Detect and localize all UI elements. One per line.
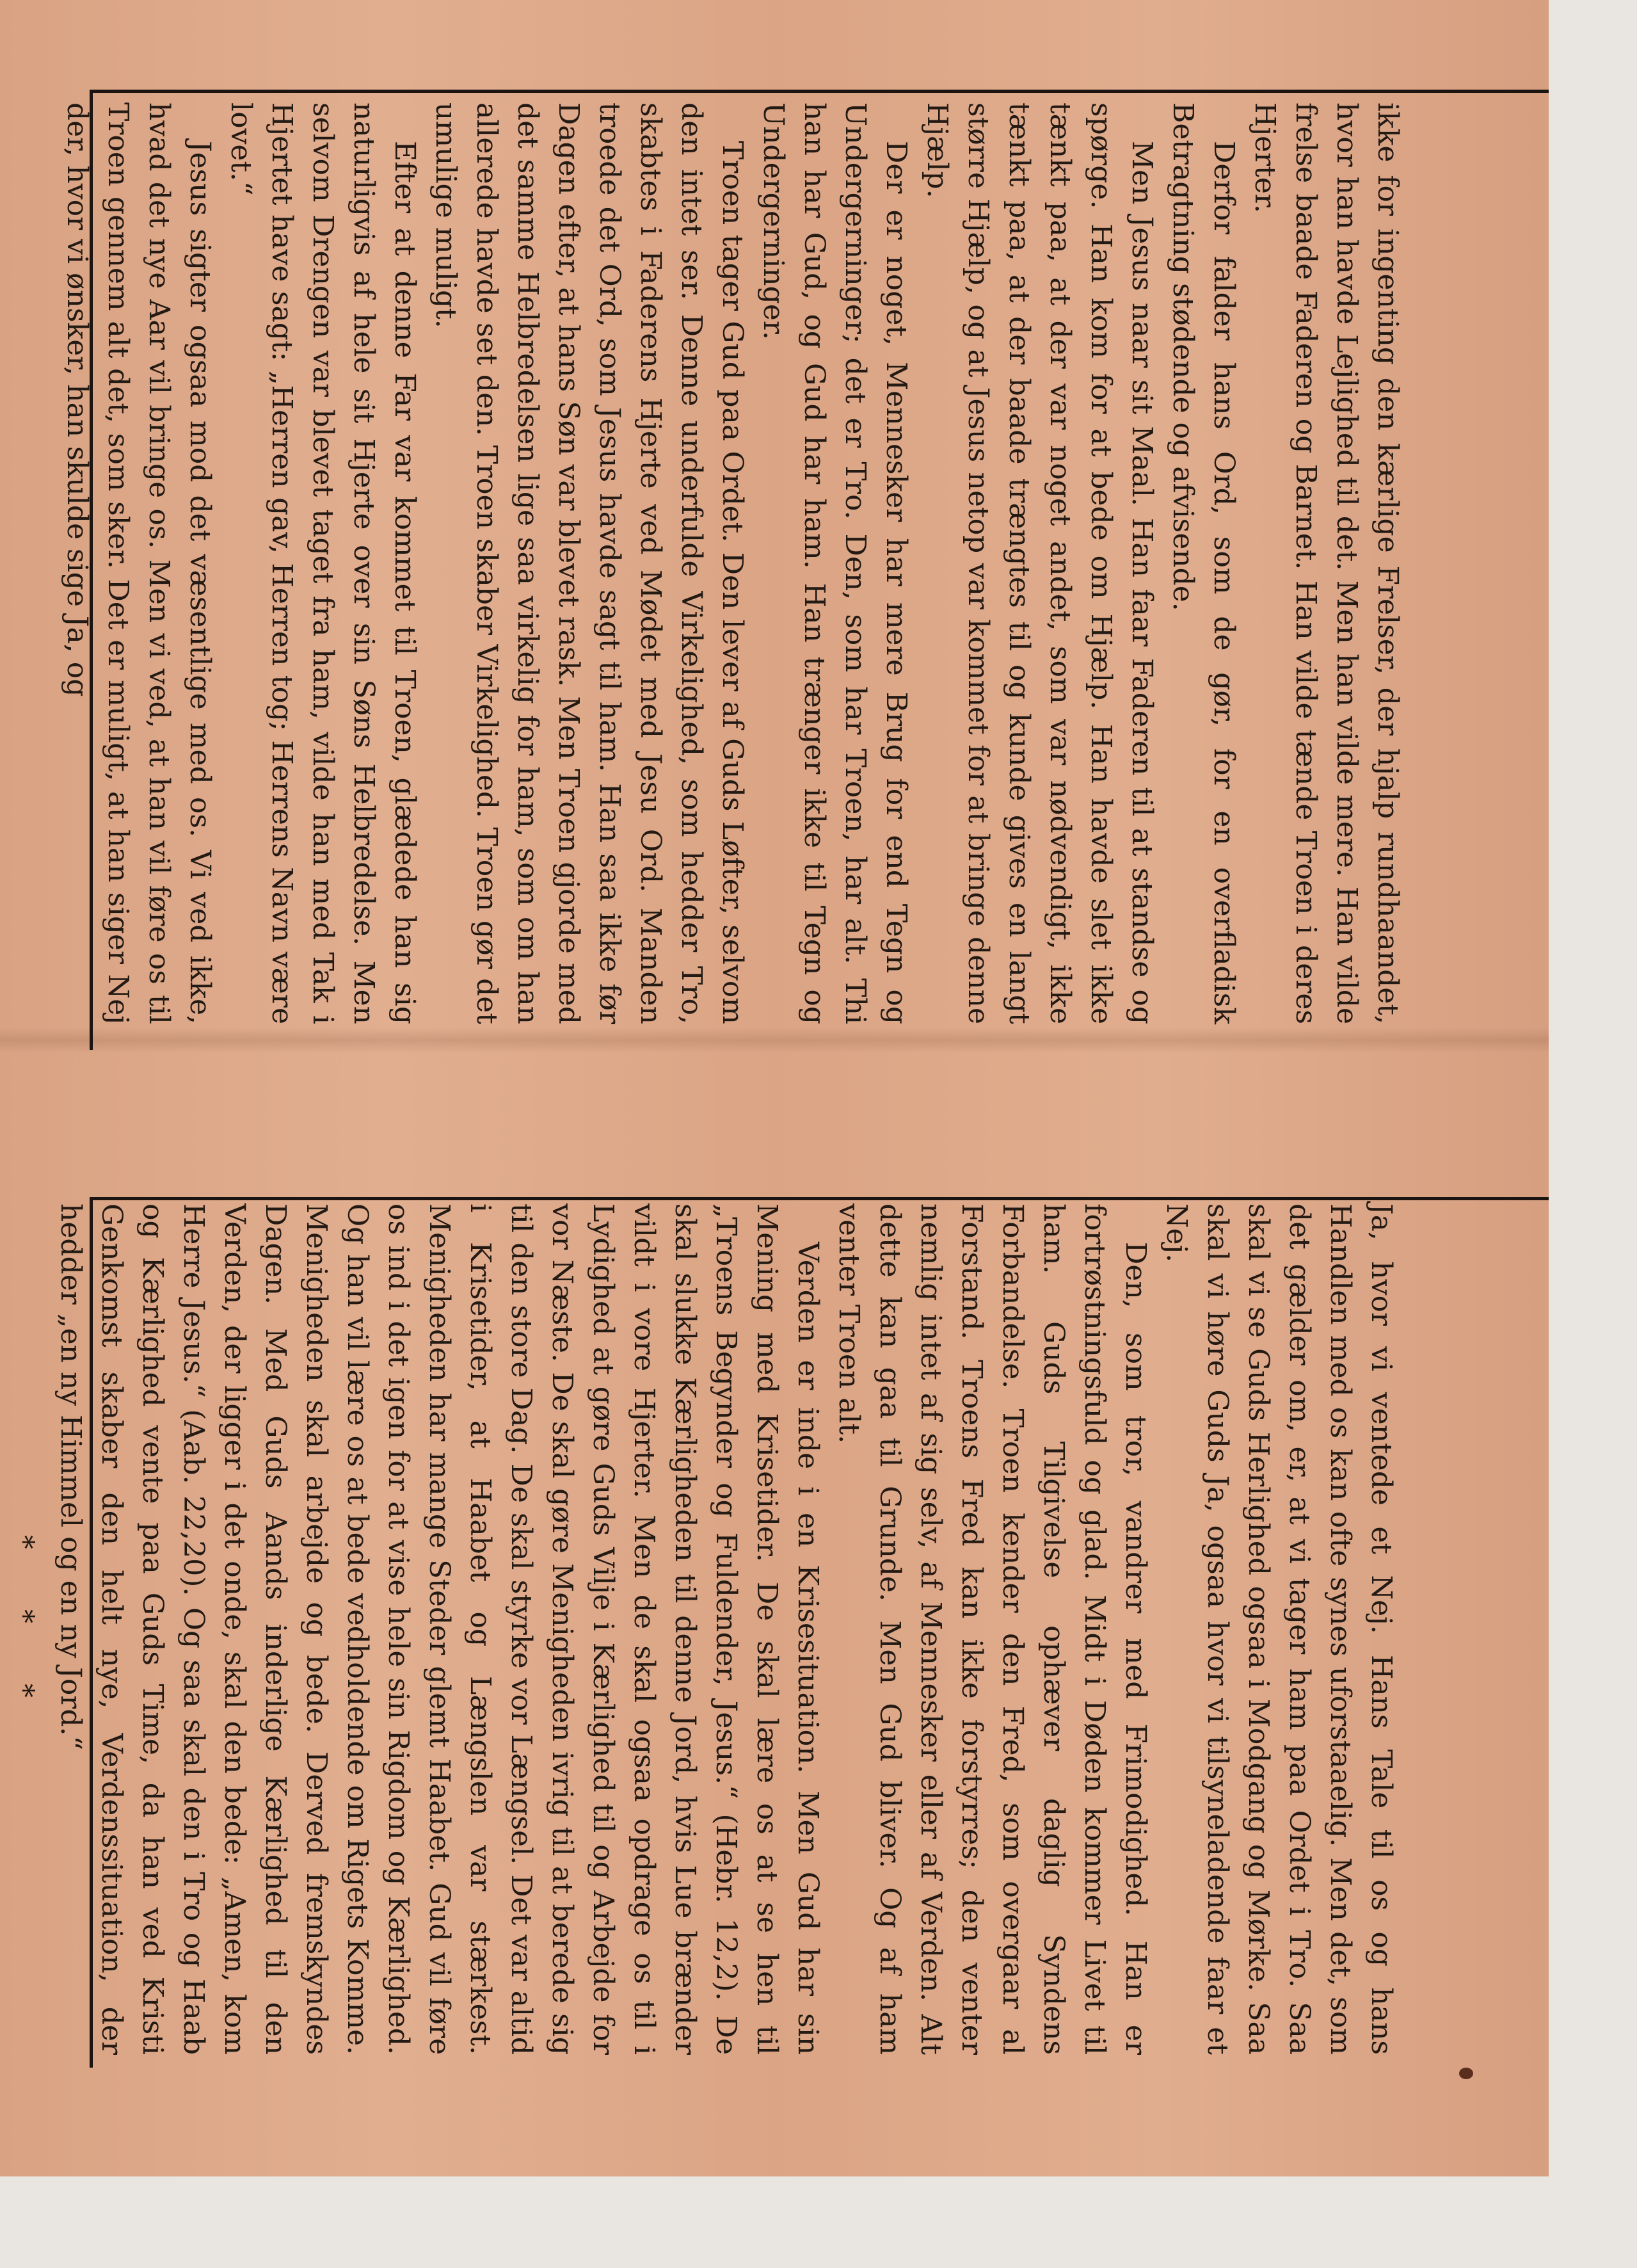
paragraph: Ja, hvor vi ventede et Nej. Hans Tale til os og hans Handlen med os kan ofte synes uforstaaelig. Men det, som det gælder om, er, at vi tager ham paa Ordet i Tro. Saa skal vi se Guds Herlighed ogsaa i Modgang og Mørke. Saa skal vi høre Guds Ja, ogsaa hvor vi tilsyneladende faar et Nej.	[1160, 1203, 1398, 2055]
lower-page	[7, 1197, 1549, 2068]
lower-text-column	[0, 1203, 1401, 2055]
upper-page	[61, 90, 1549, 1050]
paragraph: Efter at denne Far var kommet til Troen, glædede han sig naturligvis af hele sit Hjerte over sin Søns Helbredelse. Men selvom Drengen var blevet taget fra ham, vilde han med Tak i Hjertet have sagt: „Herren gav, Herren tog; Herrens Navn være lovet.“	[225, 102, 421, 1024]
paragraph: Men Jesus naar sit Maal. Han faar Faderen til at standse og spørge. Han kom for at bede om Hjælp. Han havde slet ikke tænkt paa, at der var noget andet, som var nødvendigt, ikke tænkt paa, at der baade trængtes til og kunde gives en langt større Hjælp, og at Jesus netop var kommet for at bringe denne Hjælp.	[921, 102, 1158, 1024]
paragraph: Der er noget, Mennesker har mere Brug for end Tegn og Undergerninger; det er Tro. Den, som har Troen, har alt. Thi han har Gud, og Gud har ham. Han trænger ikke til Tegn og Undergerninger.	[757, 102, 913, 1024]
paragraph: Jesus sigter ogsaa mod det væsentlige med os. Vi ved ikke, hvad det nye Aar vil bringe os. Men vi ved, at han vil føre os til Troen gennem alt det, som sker. Det er muligt, at han siger Nej der, hvor vi ønsker, han skulde sige Ja, og	[61, 102, 216, 1024]
upper-text-column	[56, 102, 1408, 1024]
frame-rule-top	[90, 90, 1549, 93]
paragraph: ikke for ingenting den kærlige Frelser, der hjalp rundhaandet, hvor han havde Lejlighed til det. Men han vilde mere. Han vilde frelse baade Faderen og Barnet. Han vilde tænde Troen i deres Hjerter.	[1249, 102, 1404, 1024]
paragraph: Den, som tror, vandrer med Frimodighed. Han er fortrøstningsfuld og glad. Midt i Døden kommer Livet til ham. Guds Tilgivelse ophæver daglig Syndens Forbandelse. Troen kender den Fred, som overgaar al Forstand. Troens Fred kan ikke forstyrres; den venter nemlig intet af sig selv, af Mennesker eller af Verden. Alt dette kan gaa til Grunde. Men Gud bliver. Og af ham venter Troen alt.	[833, 1203, 1152, 2055]
section-separator: * * *	[7, 1535, 40, 1723]
paragraph: Derfor falder hans Ord, som de gør, for en overfladisk Betragtning stødende og afvisende.	[1167, 102, 1240, 1024]
paragraph: Troen tager Gud paa Ordet. Den lever af Guds Løfter, selvom den intet ser. Denne underfulde Virkelighed, som hedder Tro, skabtes i Faderens Hjerte ved Mødet med Jesu Ord. Manden troede det Ord, som Jesus havde sagt til ham. Han saa ikke før Dagen efter, at hans Søn var blevet rask. Men Troen gjorde med det samme Helbredelsen lige saa virkelig for ham, som om han allerede havde set den. Troen skaber Virkelighed. Troen gør det umulige muligt.	[429, 102, 749, 1024]
paragraph: Verden er inde i en Krisesituation. Men Gud har sin Mening med Krisetider. De skal lære os at se hen til „Troens Begynder og Fuldender, Jesus.“ (Hebr. 12,2). De skal slukke Kærligheden til denne Jord, hvis Lue brænder vildt i vore Hjerter. Men de skal ogsaa opdrage os til i Lydighed at gøre Guds Vilje i Kærlighed til og Arbejde for vor Næste. De skal gøre Menigheden ivrig til at berede sig til den store Dag. De skal styrke vor Længsel. Det var altid i Krisetider, at Haabet og Længslen var stærkest. Menigheden har mange Steder glemt Haabet. Gud vil føre os ind i det igen for at vise hele sin Rigdom og Kærlighed. Og han vil lære os at bede vedholdende om Rigets Komme. Menigheden skal arbejde og bede. Derved fremskyndes Dagen. Med Guds Aands inderlige Kærlighed til den Verden, der ligger i det onde, skal den bede: „Amen, kom Herre Jesus.“ (Aab. 22,20). Og saa skal den i Tro og Haab og Kærlighed vente paa Guds Time, da han ved Kristi Genkomst skaber den helt nye, Verdenssituation, der hedder „en ny Himmel og en ny Jord.“	[54, 1203, 824, 2055]
frame-rule-top	[90, 1197, 1549, 1200]
paper-stain	[1459, 2068, 1473, 2079]
